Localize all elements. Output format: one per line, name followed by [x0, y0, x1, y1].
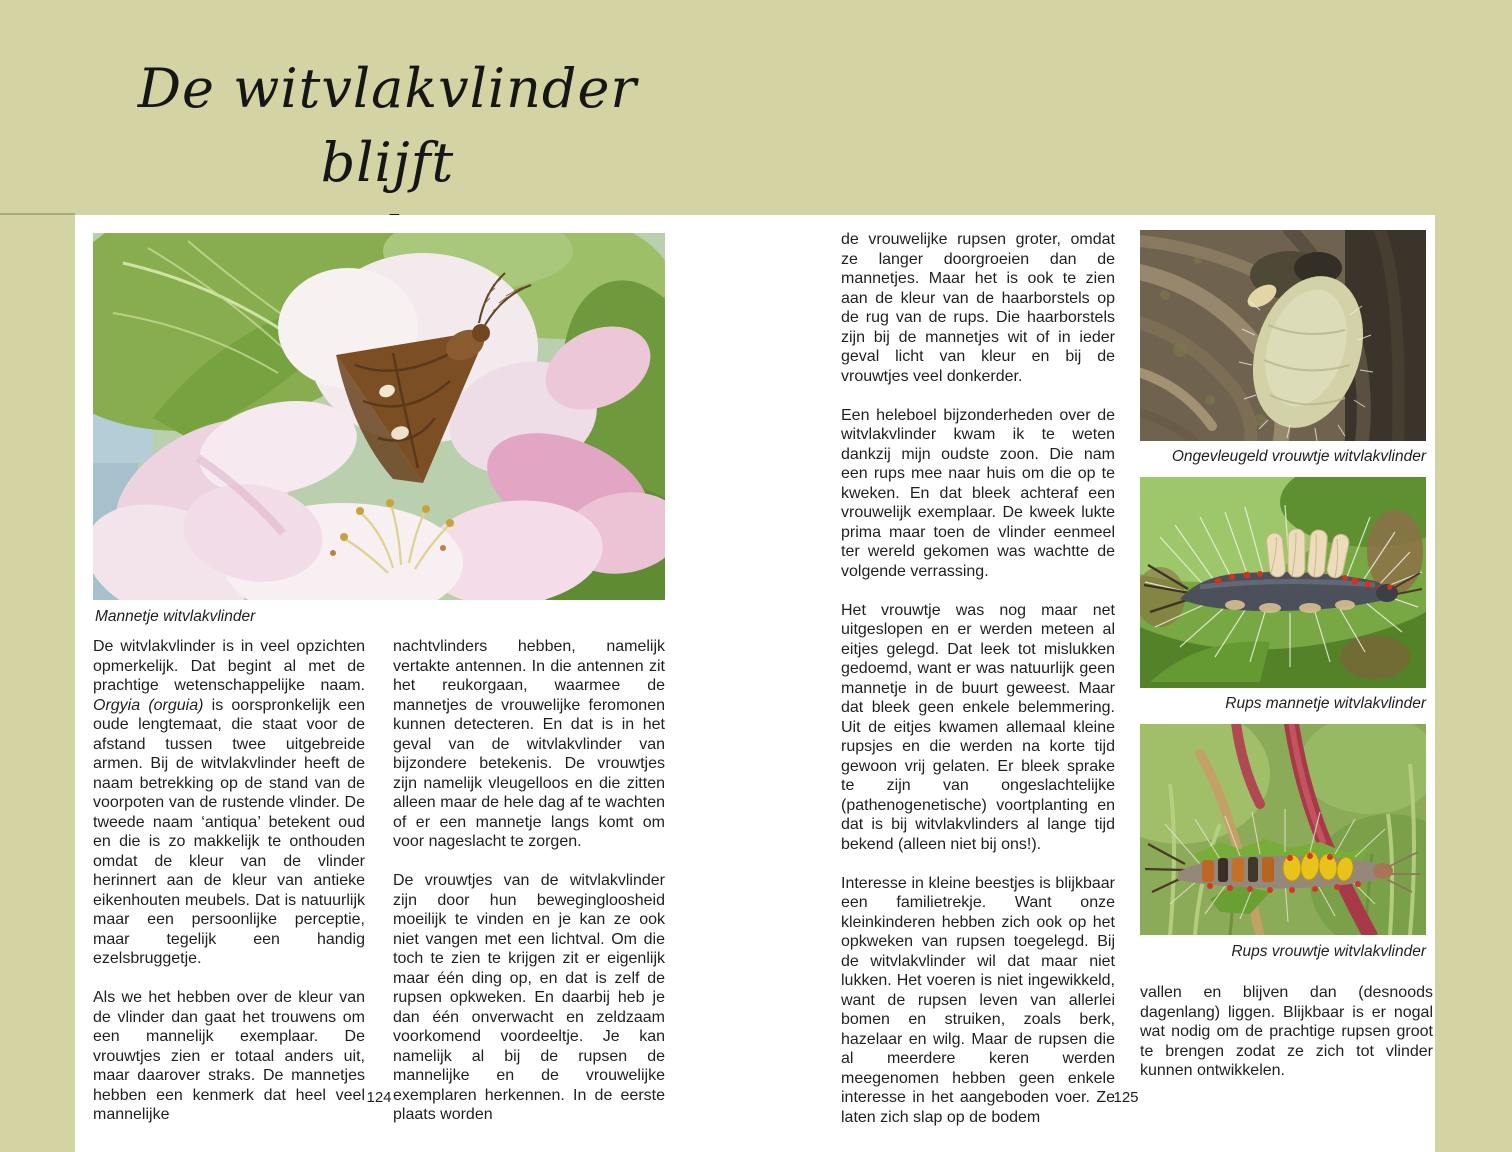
- page-number-left: 124: [366, 1089, 392, 1106]
- female-caterpillar-photo-illustration: [1140, 724, 1426, 935]
- body-paragraph: vallen en blijven dan (desnoods dagenlang) liggen. Blijkbaar is er nogal wat nodig om de prachtige rupsen groot te brengen zodat ze zich tot vlinder kunnen ontwikkelen.: [1140, 984, 1433, 1079]
- margin-rule: [0, 213, 75, 215]
- paragraph-text: De witvlakvlinder is in veel opzichten opmerkelijk. Dat begint al met de prachtige wetenschappelijke naam.: [93, 638, 365, 694]
- male-moth-photo-illustration: [93, 233, 665, 600]
- wingless-female-photo-illustration: [1140, 230, 1426, 441]
- male-caterpillar-photo-illustration: [1140, 477, 1426, 688]
- photo-male-moth-on-apple-blossom: [93, 233, 665, 600]
- right-page-column-1: [841, 230, 1115, 1127]
- left-page-column-1: [93, 637, 365, 1125]
- body-paragraph: De vrouwtjes van de witvlakvlinder zijn door hun bewegingloosheid moeilijk te vinden en je kan ze ook niet vangen met een lichtval. Om die toch te zien te krijgen zit er eigenlijk maar één ding op, en dat is zelf de rupsen opkweken. En daarbij heb je dan één onverwacht en zeldzaam voorkomend voordeeltje. Je kan namelijk al bij de rupsen de mannelijke en de vrouwelijke exemplaren herkennen. In de eerste plaats worden: [393, 872, 665, 1123]
- photo-wingless-female-moth: [1140, 230, 1426, 441]
- paper-spread: [75, 215, 1435, 1152]
- chapter-title-line1: De witvlakvlinder blijft: [137, 57, 638, 194]
- body-paragraph: Als we het hebben over de kleur van de vlinder dan gaat het trouwens om een mannelijk exemplaar. De vrouwtjes zien er totaal anders uit, maar daarover straks. De mannetjes hebben een kenmerk dat heel veel mannelijke: [93, 989, 365, 1123]
- caption-wingless-female: Ongevleugeld vrouwtje witvlakvlinder: [1171, 448, 1426, 465]
- body-paragraph: Het vrouwtje was nog maar net uitgeslopen en er werden meteen al eitjes gelegd. Dat leek tot mislukken gedoemd, want er was natuurlijk geen mannetje in de buurt geweest. Maar dat bleek geen enkele belemmering. Uit de eitjes kwamen allemaal kleine rupsjes en die werden na korte tijd gewoon vrij gelaten. Er bleek sprake te zijn van ongeslachtelijke (pathenogenetische) voortplanting en dat is bij witvlakvlinders al lange tijd bekend (alleen niet bij ons!).: [841, 601, 1115, 853]
- caption-male-caterpillar: Rups mannetje witvlakvlinder: [1225, 695, 1426, 712]
- page-number-right: 125: [1113, 1089, 1139, 1106]
- right-page-column-2: [1140, 983, 1433, 1081]
- caption-female-caterpillar: Rups vrouwtje witvlakvlinder: [1231, 943, 1426, 960]
- body-paragraph: Interesse in kleine beestjes is blijkbaar een familietrekje. Want onze kleinkinderen hebben zich ook op het opkweken van rupsen toegelegd. Bij de witvlakvlinder wil dat maar niet lukken. Het voeren is niet ingewikkeld, want de rupsen leven van allerlei bomen en struiken, zoals berk, hazelaar en wilg. Maar de rupsen die al meerdere keren werden meegenomen hebben geen enkele interesse in het aangeboden voer. Ze laten zich slap op de bodem: [841, 874, 1115, 1126]
- body-paragraph: [93, 637, 365, 969]
- body-paragraph: Een heleboel bijzonderheden over de witvlakvlinder kwam ik te weten dankzij mijn oudste zoon. Die nam een rups mee naar huis om die op te kweken. En dat bleek achteraf een vrouwelijk exemplaar. De kweek lukte prima maar toen de vlinder eenmeel ter wereld gekomen was wachtte de volgende verrassing.: [841, 406, 1115, 580]
- caption-male-moth: Mannetje witvlakvlinder: [95, 608, 256, 625]
- paragraph-text: is oorspronkelijk een oude lengtemaat, die staat voor de afstand tussen twee uitgebreide armen. Bij de witvlakvlinder heeft de naam betrekking op de stand van de voorpoten van de rustende vlinder. De tweede naam ‘antiqua’ betekent oud en die is zo makkelijk te onthouden omdat de kleur van de vlinder herinnert aan de kleur van antieke eikenhouten meubels. Dat is natuurlijk maar een persoonlijke perceptie, maar tegelijk een handig ezelsbruggetje.: [93, 696, 365, 967]
- body-paragraph: nachtvlinders hebben, namelijk vertakte antennen. In die antennen zit het reukorgaan, waarmee de mannetjes de vrouwelijke feromonen kunnen detecteren. En dat is in het geval van de witvlakvlinder van bijzondere betekenis. De vrouwtjes zijn namelijk vleugelloos en die zitten alleen maar de hele dag af te wachten of er een mannetje langs komt om voor nageslacht te zorgen.: [393, 638, 665, 850]
- photo-male-caterpillar: [1140, 477, 1426, 688]
- photo-female-caterpillar: [1140, 724, 1426, 935]
- left-page-column-2: [393, 637, 665, 1125]
- species-name-italic: Orgyia (orguia): [93, 696, 204, 714]
- body-paragraph: de vrouwelijke rupsen groter, omdat ze langer doorgroeien dan de mannetjes. Maar het is ook te zien aan de kleur van de haarborstels op de rug van de rups. Die haarborstels zijn bij de mannetjes wit of in ieder geval licht van kleur en bij de vrouwtjes veel donkerder.: [841, 231, 1115, 385]
